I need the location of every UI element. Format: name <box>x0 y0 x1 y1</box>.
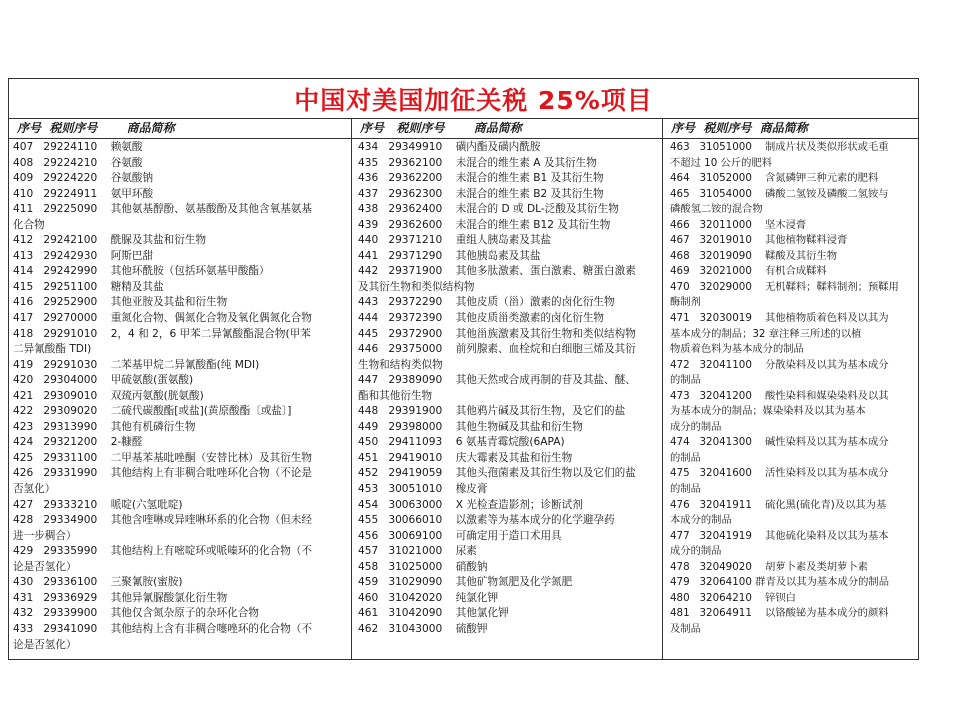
table-line: 435 29362100 未混合的维生素 A 及其衍生物 <box>358 156 597 169</box>
table-line: 465 31054000 磷酸二氢铵及磷酸二氢铵与 <box>670 187 889 200</box>
table-line: 410 29224911 氨甲环酸 <box>13 187 154 200</box>
table-line: 456 30069100 可确定用于造口术用具 <box>358 529 562 542</box>
table-line: 451 29419010 庆大霉素及其盐和衍生物 <box>358 451 573 464</box>
table-line: 酯和其他衍生物 <box>358 389 433 402</box>
table-line: 化合物 <box>13 218 45 231</box>
table-line: 442 29371900 其他多肽激素、蛋白激素、糖蛋白激素 <box>358 265 636 278</box>
table-line: 430 29336100 三聚氰胺(蜜胺) <box>13 576 183 589</box>
table-line: 474 32041300 碱性染料及以其为基本成分 <box>670 436 889 449</box>
table-title: 中国对美国加征关税 25%项目 <box>9 79 918 119</box>
table-line: 的制品 <box>670 374 701 387</box>
table-body <box>9 139 918 659</box>
table-line: 471 32030019 其他植物质着色料及以其为 <box>670 312 889 325</box>
table-line: 424 29321200 2-糠醛 <box>13 436 143 449</box>
table-line: 444 29372390 其他皮质甾类激素的卤化衍生物 <box>358 312 605 325</box>
table-line: 469 32021000 有机合成鞣料 <box>670 265 827 278</box>
table-line: 445 29372900 其他甾族激素及其衍生物和类似结构物 <box>358 327 636 340</box>
table-line: 429 29335990 其他结构上有嘧啶环或哌嗪环的化合物（不 <box>13 545 312 558</box>
table-line: 411 29225090 其他氨基醇酚、氨基酸酚及其他含氧基氨基 <box>13 203 312 216</box>
tariff-table <box>8 78 919 660</box>
table-line: 物质着色料为基本成分的制品 <box>670 343 804 356</box>
table-line: 460 31042020 纯氯化钾 <box>358 591 499 604</box>
table-line: 439 29362600 未混合的维生素 B12 及其衍生物 <box>358 218 611 231</box>
table-line: 论是否氢化） <box>13 560 77 573</box>
item-column-1 <box>9 139 352 659</box>
column-header: 序号 税则序号 商品简称 <box>9 119 352 138</box>
table-line: 419 29291030 二苯基甲烷二异氰酸酯(纯 MDI) <box>13 358 260 371</box>
table-line: 423 29313990 其他有机磷衍生物 <box>13 420 196 433</box>
table-line: 425 29331100 二甲基苯基吡唑酮（安替比林）及其衍生物 <box>13 451 312 464</box>
table-line: 及制品 <box>670 622 701 635</box>
table-line: 431 29336929 其他异氰脲酸氯化衍生物 <box>13 591 228 604</box>
table-line: 413 29242930 阿斯巴甜 <box>13 249 154 262</box>
table-line: 为基本成分的制品；媒染染料及以其为基本 <box>670 405 866 418</box>
table-line: 473 32041200 酸性染料和媒染染料及以其 <box>670 389 889 402</box>
table-line: 475 32041600 活性染料及以其为基本成分 <box>670 467 889 480</box>
table-line: 否氢化） <box>13 483 56 496</box>
table-line: 论是否氢化） <box>13 638 77 651</box>
table-line: 不超过 10 公斤的肥料 <box>670 156 773 169</box>
table-line: 476 32041911 硫化黑(硫化青)及以其为基 <box>670 498 887 511</box>
table-line: 436 29362200 未混合的维生素 B1 及其衍生物 <box>358 172 604 185</box>
table-line: 450 29411093 6 氨基青霉烷酸(6APA) <box>358 436 565 449</box>
table-line: 463 31051000 制成片状及类似形状或毛重 <box>670 141 889 153</box>
item-column-3 <box>663 139 918 659</box>
table-line: 455 30066010 以激素等为基本成分的化学避孕药 <box>358 514 615 527</box>
table-line: 449 29398000 其他生物碱及其盐和衍生物 <box>358 420 583 433</box>
table-line: 434 29349910 磺内酯及磺内酰胺 <box>358 141 541 153</box>
table-line: 446 29375000 前列腺素、血栓烷和白细胞三烯及其衍 <box>358 343 636 356</box>
table-line: 的制品 <box>670 451 701 464</box>
table-line: 468 32019090 鞣酸及其衍生物 <box>670 249 838 262</box>
table-line: 462 31043000 硫酸钾 <box>358 622 488 635</box>
table-line: 452 29419059 其他头孢菌素及其衍生物以及它们的盐 <box>358 467 636 480</box>
column-header-row <box>9 119 918 139</box>
table-line: 437 29362300 未混合的维生素 B2 及其衍生物 <box>358 187 604 200</box>
table-line: 成分的制品 <box>670 420 722 433</box>
table-line: 421 29309010 双巯丙氨酸(胱氨酸) <box>13 389 204 402</box>
table-line: 454 30063000 X 光检查造影剂；诊断试剂 <box>358 498 583 511</box>
table-line: 成分的制品 <box>670 545 722 558</box>
table-line: 417 29270000 重氮化合物、偶氮化合物及氧化偶氮化合物 <box>13 312 312 325</box>
table-line: 466 32011000 坚木浸膏 <box>670 218 807 231</box>
table-line: 470 32029000 无机鞣料；鞣料制剂；预鞣用 <box>670 280 899 293</box>
item-column-2 <box>352 139 663 659</box>
table-line: 438 29362400 未混合的 D 或 DL-泛酸及其衍生物 <box>358 203 619 216</box>
column-header: 序号 税则序号 商品简称 <box>671 121 808 135</box>
table-line: 472 32041100 分散染料及以其为基本成分 <box>670 358 889 371</box>
table-line: 458 31025000 硝酸钠 <box>358 560 488 573</box>
table-line: 461 31042090 其他氯化钾 <box>358 607 509 620</box>
table-line: 440 29371210 重组人胰岛素及其盐 <box>358 234 552 247</box>
table-line: 二异氰酸酯 TDI) <box>13 343 92 356</box>
table-line: 448 29391900 其他鸦片碱及其衍生物，及它们的盐 <box>358 405 626 418</box>
table-line: 416 29252900 其他亚胺及其盐和衍生物 <box>13 296 228 309</box>
table-line: 生物和结构类似物 <box>358 358 443 371</box>
table-line: 481 32064911 以铬酸铋为基本成分的颜料 <box>670 607 889 620</box>
table-line: 480 32064210 锌钡白 <box>670 591 796 604</box>
table-line: 433 29341090 其他结构上含有非稠合噻唑环的化合物（不 <box>13 622 312 635</box>
table-line: 467 32019010 其他植物鞣料浸膏 <box>670 234 848 247</box>
table-line: 459 31029090 其他矿物氮肥及化学氮肥 <box>358 576 573 589</box>
table-line: 432 29339900 其他仅含氮杂原子的杂环化合物 <box>13 607 260 620</box>
column-header: 序号 税则序号 商品简称 <box>352 119 663 138</box>
table-line: 441 29371290 其他胰岛素及其盐 <box>358 249 541 262</box>
table-line: 422 29309020 二硫代碳酸酯[或盐](黄原酸酯〔或盐〕] <box>13 405 292 418</box>
table-line: 443 29372290 其他皮质（甾）激素的卤化衍生物 <box>358 296 615 309</box>
table-line: 457 31021000 尿素 <box>358 545 477 558</box>
table-line: 407 29224110 赖氨酸 <box>13 141 143 153</box>
table-line: 453 30051010 橡皮膏 <box>358 483 488 496</box>
table-line: 412 29242100 酰脲及其盐和衍生物 <box>13 234 207 247</box>
table-line: 414 29242990 其他环酰胺（包括环氨基甲酸酯） <box>13 265 270 278</box>
table-line: 本成分的制品 <box>670 514 732 527</box>
table-line: 426 29331990 其他结构上有非稠合吡唑环化合物（不论是 <box>13 467 312 480</box>
table-line: 464 31052000 含氮磷钾三种元素的肥料 <box>670 172 879 185</box>
table-line: 磷酸氢二铵的混合物 <box>670 203 763 216</box>
table-line: 427 29333210 哌啶(六氢吡啶) <box>13 498 183 511</box>
table-line: 基本成分的制品；32 章注释三所述的以植 <box>670 327 862 340</box>
table-line: 409 29224220 谷氨酸钠 <box>13 172 154 185</box>
table-line: 408 29224210 谷氨酸 <box>13 156 143 169</box>
table-line: 420 29304000 甲硫氨酸(蛋氨酸) <box>13 374 194 387</box>
table-line: 酶制剂 <box>670 296 701 309</box>
table-line: 478 32049020 胡萝卜素及类胡萝卜素 <box>670 560 868 573</box>
table-line: 的制品 <box>670 483 701 496</box>
table-line: 及其衍生物和类似结构物 <box>358 280 475 293</box>
table-line: 415 29251100 糖精及其盐 <box>13 280 164 293</box>
table-line: 418 29291010 2，4 和 2，6 甲苯二异氰酸酯混合物(甲苯 <box>13 327 311 340</box>
table-line: 进一步稠合） <box>13 529 77 542</box>
table-line: 428 29334900 其他含喹啉或异喹啉环系的化合物（但未经 <box>13 514 312 527</box>
table-line: 479 32064100 群青及以其为基本成分的制品 <box>670 576 890 589</box>
table-line: 477 32041919 其他硫化染料及以其为基本 <box>670 529 889 542</box>
table-line: 447 29389090 其他天然或合成再制的苷及其盐、醚、 <box>358 374 636 387</box>
